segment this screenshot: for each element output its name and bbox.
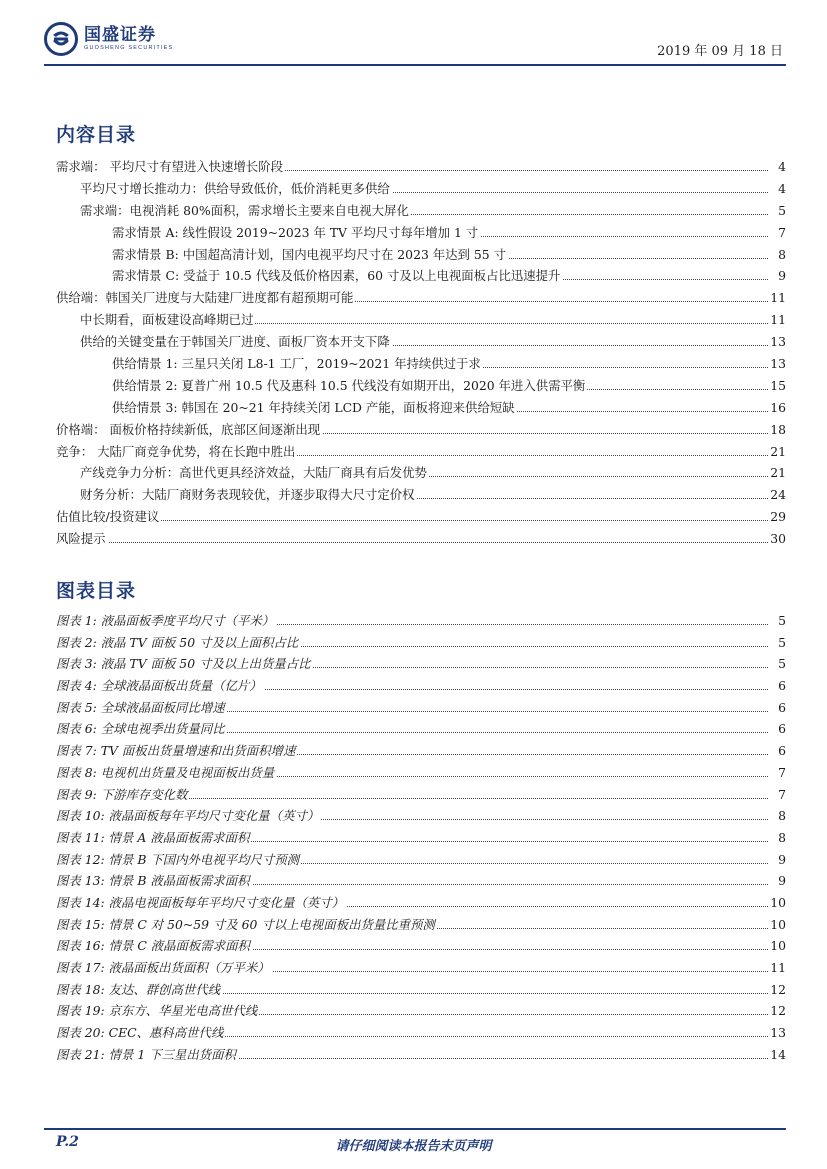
figure-entry[interactable] xyxy=(56,957,786,979)
toc-entry[interactable] xyxy=(56,309,786,331)
figure-entry-label: 图表 14: 液晶电视面板每年平均尺寸变化量（英寸） xyxy=(56,892,346,914)
figure-entry-page: 5 xyxy=(776,653,786,675)
toc-entry-label: 需求情景 A: 线性假设 2019~2023 年 TV 平均尺寸每年增加 1 寸 xyxy=(112,222,480,244)
header-divider xyxy=(44,64,786,66)
toc-entry-page: 24 xyxy=(768,484,786,506)
toc-entry-label: 风险提示 xyxy=(56,528,108,550)
figure-entry-page: 9 xyxy=(776,849,786,871)
figure-entry-label: 图表 21: 情景 1 下三星出货面积 xyxy=(56,1044,238,1066)
toc-entry[interactable] xyxy=(56,484,786,506)
toc-entry-label: 估值比较/投资建议 xyxy=(56,506,161,528)
figure-entry[interactable] xyxy=(56,870,786,892)
figure-entry-label: 图表 3: 液晶 TV 面板 50 寸及以上出货量占比 xyxy=(56,653,313,675)
figure-entry-page: 10 xyxy=(768,892,786,914)
disclaimer-note: 请仔细阅读本报告末页声明 xyxy=(335,1139,492,1154)
figure-entry-label: 图表 12: 情景 B 下国内外电视平均尺寸预测 xyxy=(56,849,301,871)
figure-entry-page: 8 xyxy=(776,805,786,827)
toc-entry-label: 需求端：电视消耗 80%面积，需求增长主要来自电视大屏化 xyxy=(80,200,411,222)
toc-entry-page: 4 xyxy=(776,178,786,200)
figure-entry-label: 图表 13: 情景 B 液晶面板需求面积 xyxy=(56,870,252,892)
toc-title: 内容目录 xyxy=(56,124,137,146)
toc-entry-label: 供给端：韩国关厂进度与大陆建厂进度都有超预期可能 xyxy=(56,287,355,309)
toc-entry[interactable] xyxy=(56,441,786,463)
toc-entry-label: 供给情景 1: 三星只关闭 L8-1 工厂，2019~2021 年持续供过于求 xyxy=(112,353,483,375)
company-logo xyxy=(44,22,173,56)
guosheng-logo-icon xyxy=(44,22,78,56)
toc-entry-page: 15 xyxy=(768,375,786,397)
toc-entry[interactable] xyxy=(56,287,786,309)
figure-entry[interactable] xyxy=(56,1000,786,1022)
toc-entry-label: 平均尺寸增长推动力：供给导致低价，低价消耗更多供给 xyxy=(80,178,392,200)
figure-entry-page: 6 xyxy=(776,697,786,719)
toc-entry-page: 29 xyxy=(768,506,786,528)
figure-entry[interactable] xyxy=(56,675,786,697)
figure-entry[interactable] xyxy=(56,849,786,871)
figure-entry-label: 图表 2: 液晶 TV 面板 50 寸及以上面积占比 xyxy=(56,632,300,654)
figure-entry[interactable] xyxy=(56,697,786,719)
toc-entry-label: 供给的关键变量在于韩国关厂进度、面板厂资本开支下降 xyxy=(80,331,392,353)
figure-entry[interactable] xyxy=(56,935,786,957)
toc-entry-label: 竞争： 大陆厂商竞争优势，将在长跑中胜出 xyxy=(56,441,297,463)
dot-leader xyxy=(76,542,768,543)
figure-entry[interactable] xyxy=(56,1022,786,1044)
toc-entry-page: 21 xyxy=(768,462,786,484)
toc-entry-label: 需求端： 平均尺寸有望进入快速增长阶段 xyxy=(56,156,285,178)
figure-entry-page: 13 xyxy=(768,1022,786,1044)
figure-entry[interactable] xyxy=(56,979,786,1001)
toc-entry[interactable] xyxy=(56,244,786,266)
toc-entry-label: 财务分析：大陆厂商财务表现较优，并逐步取得大尺寸定价权 xyxy=(80,484,417,506)
figure-entry[interactable] xyxy=(56,610,786,632)
report-date: 2019 年 09 月 18 日 xyxy=(657,44,783,59)
figure-entry-page: 10 xyxy=(768,935,786,957)
footer-divider xyxy=(44,1128,786,1130)
figure-entry-label: 图表 8: 电视机出货量及电视面板出货量 xyxy=(56,762,276,784)
toc-entry-label: 需求情景 C: 受益于 10.5 代线及低价格因素，60 寸及以上电视面板占比迅速提升 xyxy=(112,265,562,287)
figure-entry[interactable] xyxy=(56,805,786,827)
figure-entry-page: 14 xyxy=(768,1044,786,1066)
toc-entry[interactable] xyxy=(56,462,786,484)
table-of-contents xyxy=(56,156,786,550)
figure-entry-label: 图表 10: 液晶面板每年平均尺寸变化量（英寸） xyxy=(56,805,321,827)
toc-entry[interactable] xyxy=(56,397,786,419)
figure-entry-page: 7 xyxy=(776,784,786,806)
figure-entry-page: 11 xyxy=(768,957,786,979)
figure-entry-page: 5 xyxy=(776,610,786,632)
figure-entry-page: 6 xyxy=(776,718,786,740)
toc-entry-page: 4 xyxy=(776,156,786,178)
toc-entry-page: 9 xyxy=(776,265,786,287)
figure-entry[interactable] xyxy=(56,784,786,806)
toc-entry[interactable] xyxy=(56,156,786,178)
toc-entry-page: 18 xyxy=(768,419,786,441)
figure-entry[interactable] xyxy=(56,762,786,784)
figure-entry-label: 图表 4: 全球液晶面板出货量（亿片） xyxy=(56,675,264,697)
toc-entry-label: 价格端： 面板价格持续新低，底部区间逐渐出现 xyxy=(56,419,322,441)
figure-entry[interactable] xyxy=(56,827,786,849)
toc-entry-page: 11 xyxy=(768,309,786,331)
figure-entry[interactable] xyxy=(56,740,786,762)
figures-title: 图表目录 xyxy=(56,580,137,602)
figure-entry-label: 图表 9: 下游库存变化数 xyxy=(56,784,189,806)
figure-entry-page: 8 xyxy=(776,827,786,849)
figure-entry-page: 12 xyxy=(768,979,786,1001)
list-of-figures xyxy=(56,610,786,1065)
figure-entry-page: 9 xyxy=(776,870,786,892)
toc-entry[interactable] xyxy=(56,265,786,287)
figure-entry[interactable] xyxy=(56,914,786,936)
toc-entry[interactable] xyxy=(56,375,786,397)
toc-entry-page: 8 xyxy=(776,244,786,266)
figure-entry[interactable] xyxy=(56,653,786,675)
figure-entry-label: 图表 17: 液晶面板出货面积（万平米） xyxy=(56,957,272,979)
figure-entry-page: 6 xyxy=(776,740,786,762)
toc-entry[interactable] xyxy=(56,178,786,200)
figure-entry-label: 图表 6: 全球电视季出货量同比 xyxy=(56,718,227,740)
page-header xyxy=(44,22,789,64)
toc-entry-label: 需求情景 B: 中国超高清计划，国内电视平均尺寸在 2023 年达到 55 寸 xyxy=(112,244,508,266)
figure-entry[interactable] xyxy=(56,632,786,654)
figure-entry-label: 图表 11: 情景 A 液晶面板需求面积 xyxy=(56,827,251,849)
toc-entry[interactable] xyxy=(56,528,786,550)
figure-entry-page: 7 xyxy=(776,762,786,784)
toc-entry[interactable] xyxy=(56,331,786,353)
toc-entry-page: 16 xyxy=(768,397,786,419)
figure-entry-label: 图表 7: TV 面板出货量增速和出货面积增速 xyxy=(56,740,297,762)
figure-entry-label: 图表 5: 全球液晶面板同比增速 xyxy=(56,697,227,719)
figure-entry-label: 图表 15: 情景 C 对 50~59 寸及 60 寸以上电视面板出货量比重预测 xyxy=(56,914,437,936)
figure-entry-label: 图表 20: CEC、惠科高世代线 xyxy=(56,1022,225,1044)
logo-chinese-name: 国盛证券 xyxy=(84,25,156,45)
figure-entry-page: 12 xyxy=(768,1000,786,1022)
figure-entry[interactable] xyxy=(56,1044,786,1066)
dot-leader xyxy=(96,798,768,799)
toc-entry[interactable] xyxy=(56,353,786,375)
figure-entry-label: 图表 1: 液晶面板季度平均尺寸（平米） xyxy=(56,610,276,632)
toc-entry-page: 13 xyxy=(768,331,786,353)
figure-entry-page: 10 xyxy=(768,914,786,936)
toc-entry-label: 供给情景 3: 韩国在 20~21 年持续关闭 LCD 产能，面板将迎来供给短缺 xyxy=(112,397,517,419)
toc-entry-label: 中长期看，面板建设高峰期已过 xyxy=(80,309,255,331)
toc-entry[interactable] xyxy=(56,200,786,222)
figure-entry[interactable] xyxy=(56,718,786,740)
toc-entry[interactable] xyxy=(56,222,786,244)
toc-entry-page: 5 xyxy=(776,200,786,222)
toc-entry-page: 11 xyxy=(768,287,786,309)
toc-entry-page: 7 xyxy=(776,222,786,244)
toc-entry-page: 30 xyxy=(768,528,786,550)
logo-english-name: GUOSHENG SECURITIES xyxy=(84,45,174,51)
figure-entry-label: 图表 19: 京东方、华星光电高世代线 xyxy=(56,1000,259,1022)
toc-entry-page: 13 xyxy=(768,353,786,375)
toc-entry-label: 产线竞争力分析：高世代更具经济效益，大陆厂商具有后发优势 xyxy=(80,462,429,484)
toc-entry-label: 供给情景 2: 夏普广州 10.5 代及惠科 10.5 代线没有如期开出，2020 年进入供需平衡 xyxy=(112,375,587,397)
dot-leader xyxy=(76,520,768,521)
toc-entry[interactable] xyxy=(56,506,786,528)
figure-entry-page: 6 xyxy=(776,675,786,697)
figure-entry-page: 5 xyxy=(776,632,786,654)
toc-entry[interactable] xyxy=(56,419,786,441)
figure-entry-label: 图表 16: 情景 C 液晶面板需求面积 xyxy=(56,935,252,957)
figure-entry[interactable] xyxy=(56,892,786,914)
figure-entry-label: 图表 18: 友达、群创高世代线 xyxy=(56,979,222,1001)
toc-entry-page: 21 xyxy=(768,441,786,463)
page-number: P.2 xyxy=(56,1134,79,1150)
